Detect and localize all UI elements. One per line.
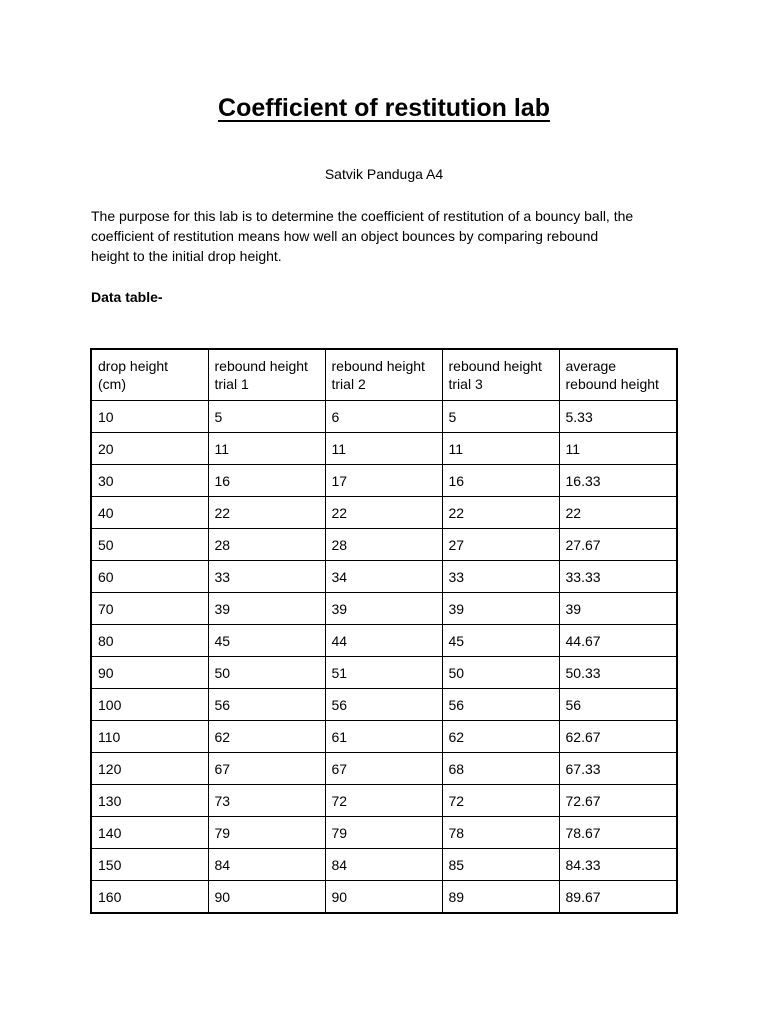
table-cell: 22 xyxy=(442,497,559,529)
table-row xyxy=(91,689,677,721)
table-cell: 67 xyxy=(208,753,325,785)
table-cell: 70 xyxy=(91,593,208,625)
header-average xyxy=(559,349,677,401)
table-cell: 67 xyxy=(325,753,442,785)
table-cell: 50.33 xyxy=(559,657,677,689)
table-cell: 28 xyxy=(325,529,442,561)
table-cell: 16 xyxy=(208,465,325,497)
table-cell: 27.67 xyxy=(559,529,677,561)
table-cell: 56 xyxy=(208,689,325,721)
table-cell: 5.33 xyxy=(559,401,677,433)
table-cell: 34 xyxy=(325,561,442,593)
table-cell: 44.67 xyxy=(559,625,677,657)
table-row xyxy=(91,785,677,817)
table-cell: 73 xyxy=(208,785,325,817)
table-cell: 72.67 xyxy=(559,785,677,817)
table-cell: 67.33 xyxy=(559,753,677,785)
header-line: drop height xyxy=(98,358,169,374)
table-cell: 16.33 xyxy=(559,465,677,497)
table-cell: 78 xyxy=(442,817,559,849)
table-cell: 89.67 xyxy=(559,881,677,914)
header-line: rebound height xyxy=(448,358,542,374)
header-line: rebound height xyxy=(331,358,425,374)
header-line: trial 2 xyxy=(331,376,366,392)
author-line: Satvik Panduga A4 xyxy=(324,166,444,182)
table-cell: 62 xyxy=(208,721,325,753)
table-cell: 17 xyxy=(325,465,442,497)
table-row xyxy=(91,753,677,785)
table-row xyxy=(91,465,677,497)
table-cell: 16 xyxy=(442,465,559,497)
table-cell: 72 xyxy=(442,785,559,817)
table-row xyxy=(91,593,677,625)
table-row xyxy=(91,529,677,561)
table-cell: 22 xyxy=(325,497,442,529)
table-row xyxy=(91,881,677,914)
table-row xyxy=(91,721,677,753)
table-cell: 120 xyxy=(91,753,208,785)
purpose-line: The purpose for this lab is to determine the coefficient of restitution of a bouncy ball, the xyxy=(91,208,634,224)
table-cell: 33 xyxy=(442,561,559,593)
table-cell: 22 xyxy=(559,497,677,529)
table-cell: 100 xyxy=(91,689,208,721)
table-cell: 50 xyxy=(208,657,325,689)
table-cell: 68 xyxy=(442,753,559,785)
table-cell: 50 xyxy=(442,657,559,689)
table-cell: 90 xyxy=(91,657,208,689)
table-cell: 39 xyxy=(559,593,677,625)
table-cell: 11 xyxy=(442,433,559,465)
table-cell: 150 xyxy=(91,849,208,881)
header-trial-1 xyxy=(208,349,325,401)
header-line: rebound height xyxy=(214,358,308,374)
table-row xyxy=(91,657,677,689)
table-cell: 56 xyxy=(325,689,442,721)
header-line: trial 3 xyxy=(448,376,483,392)
table-cell: 39 xyxy=(325,593,442,625)
header-line: rebound height xyxy=(565,376,659,392)
table-cell: 160 xyxy=(91,881,208,914)
header-line: average xyxy=(565,358,617,374)
table-cell: 40 xyxy=(91,497,208,529)
purpose-line: height to the initial drop height. xyxy=(91,248,282,264)
table-cell: 11 xyxy=(559,433,677,465)
table-cell: 84 xyxy=(208,849,325,881)
table-cell: 56 xyxy=(559,689,677,721)
table-row xyxy=(91,433,677,465)
table-body xyxy=(91,401,677,914)
table-cell: 62.67 xyxy=(559,721,677,753)
table-cell: 79 xyxy=(325,817,442,849)
table-cell: 39 xyxy=(442,593,559,625)
table-cell: 50 xyxy=(91,529,208,561)
table-cell: 84 xyxy=(325,849,442,881)
table-cell: 80 xyxy=(91,625,208,657)
data-table xyxy=(90,348,678,914)
header-trial-2 xyxy=(325,349,442,401)
table-cell: 61 xyxy=(325,721,442,753)
table-cell: 11 xyxy=(208,433,325,465)
table-cell: 56 xyxy=(442,689,559,721)
table-header-row xyxy=(91,349,677,401)
table-cell: 62 xyxy=(442,721,559,753)
purpose-paragraph xyxy=(91,206,691,266)
table-cell: 10 xyxy=(91,401,208,433)
table-cell: 85 xyxy=(442,849,559,881)
header-drop-height xyxy=(91,349,208,401)
table-cell: 5 xyxy=(208,401,325,433)
table-row xyxy=(91,401,677,433)
table-cell: 6 xyxy=(325,401,442,433)
table-row xyxy=(91,561,677,593)
table-cell: 44 xyxy=(325,625,442,657)
table-cell: 89 xyxy=(442,881,559,914)
header-trial-3 xyxy=(442,349,559,401)
table-cell: 30 xyxy=(91,465,208,497)
table-cell: 28 xyxy=(208,529,325,561)
table-cell: 33.33 xyxy=(559,561,677,593)
header-line: trial 1 xyxy=(214,376,249,392)
table-row xyxy=(91,849,677,881)
table-cell: 110 xyxy=(91,721,208,753)
table-cell: 33 xyxy=(208,561,325,593)
table-cell: 22 xyxy=(208,497,325,529)
document-title: Coefficient of restitution lab xyxy=(218,94,550,122)
data-table-label: Data table- xyxy=(91,289,163,305)
table-cell: 72 xyxy=(325,785,442,817)
table-row xyxy=(91,497,677,529)
table-cell: 51 xyxy=(325,657,442,689)
table-cell: 5 xyxy=(442,401,559,433)
header-line: (cm) xyxy=(98,376,126,392)
table-cell: 140 xyxy=(91,817,208,849)
table-row xyxy=(91,817,677,849)
table-cell: 11 xyxy=(325,433,442,465)
purpose-line: coefficient of restitution means how well an object bounces by comparing rebound xyxy=(91,228,599,244)
table-cell: 27 xyxy=(442,529,559,561)
table-cell: 39 xyxy=(208,593,325,625)
table-cell: 45 xyxy=(208,625,325,657)
table-cell: 60 xyxy=(91,561,208,593)
table-cell: 90 xyxy=(325,881,442,914)
table-cell: 20 xyxy=(91,433,208,465)
table-cell: 90 xyxy=(208,881,325,914)
table-cell: 45 xyxy=(442,625,559,657)
table-cell: 84.33 xyxy=(559,849,677,881)
table-row xyxy=(91,625,677,657)
table-cell: 130 xyxy=(91,785,208,817)
table-cell: 79 xyxy=(208,817,325,849)
table-cell: 78.67 xyxy=(559,817,677,849)
